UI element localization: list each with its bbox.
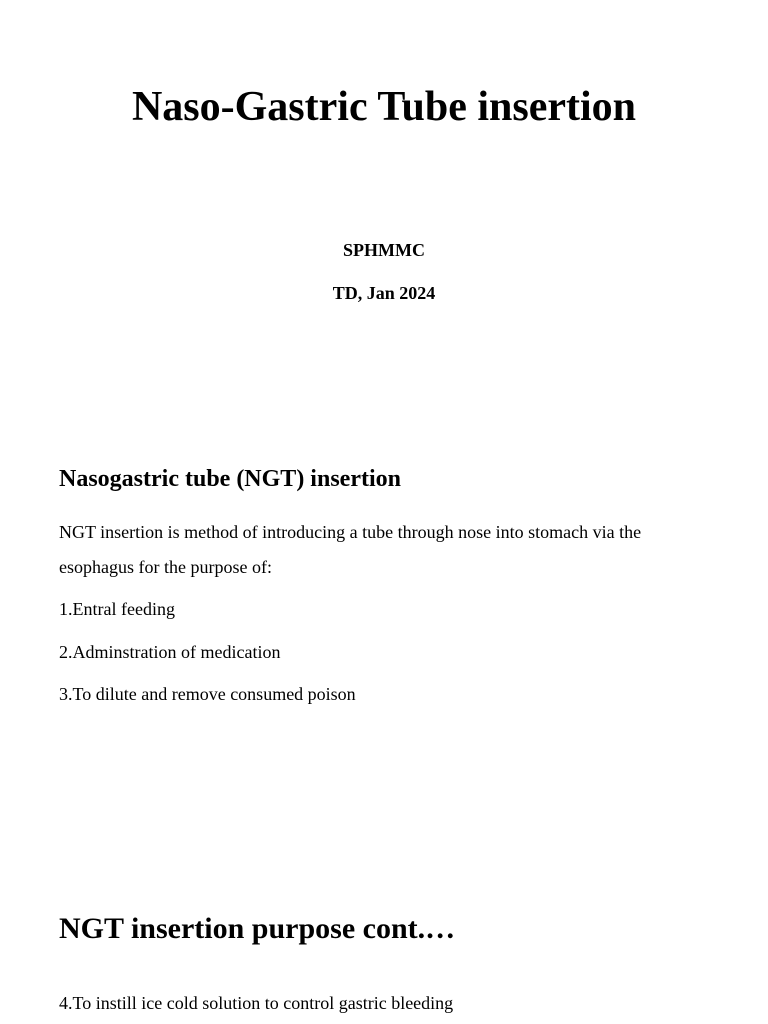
list-item: 2.Adminstration of medication [59, 641, 281, 662]
organization-name: SPHMMC [343, 240, 425, 260]
section-intro-paragraph: NGT insertion is method of introducing a tube through nose into stomach via the esophagus for the purpose of: [59, 522, 642, 577]
section-heading-ngt-insertion: Nasogastric tube (NGT) insertion [59, 466, 401, 492]
list-item: 1.Entral feeding [59, 599, 175, 619]
purpose-list-continued [59, 991, 453, 1015]
list-item: 3.To dilute and remove consumed poison [59, 684, 356, 704]
author-date-line: TD, Jan 2024 [332, 283, 436, 303]
purpose-list [59, 597, 356, 725]
section-heading-purpose-cont: NGT insertion purpose cont.… [59, 912, 456, 945]
list-item: 4.To instill ice cold solution to control gastric bleeding [59, 993, 454, 1013]
document-title: Naso-Gastric Tube insertion [131, 84, 637, 130]
